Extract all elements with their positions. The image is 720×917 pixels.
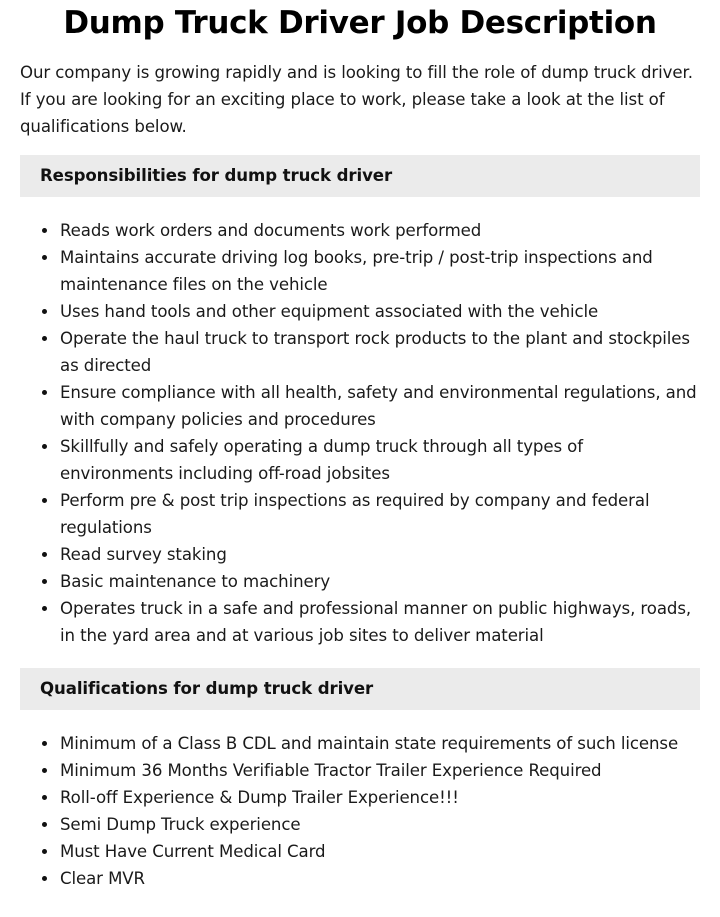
bullet-icon <box>42 579 47 584</box>
list-item <box>20 217 700 244</box>
qualifications-list <box>20 730 700 892</box>
bullet-icon <box>42 390 47 395</box>
bullet-icon <box>42 606 47 611</box>
list-item-text: Basic maintenance to machinery <box>60 572 331 591</box>
list-item <box>20 568 700 595</box>
list-item-text: Perform pre & post trip inspections as required by company and federal regulations <box>60 491 650 537</box>
list-item <box>20 325 700 379</box>
responsibilities-heading: Responsibilities for dump truck driver <box>20 155 700 197</box>
bullet-icon <box>42 309 47 314</box>
bullet-icon <box>42 255 47 260</box>
intro-paragraph: Our company is growing rapidly and is looking to fill the role of dump truck driver. If you are looking for an exciting place to work, please take a look at the list of qualifications below. <box>20 63 693 136</box>
list-item <box>20 541 700 568</box>
bullet-icon <box>42 552 47 557</box>
list-item-text: Read survey staking <box>60 545 227 564</box>
list-item-text: Minimum 36 Months Verifiable Tractor Trailer Experience Required <box>60 761 602 780</box>
list-item-text: Operate the haul truck to transport rock products to the plant and stockpiles as directed <box>60 329 690 375</box>
list-item <box>20 838 700 865</box>
list-item <box>20 730 700 757</box>
bullet-icon <box>42 741 47 746</box>
list-item-text: Clear MVR <box>60 869 145 888</box>
list-item <box>20 487 700 541</box>
list-item-text: Operates truck in a safe and professional manner on public highways, roads, in the yard area and at various job sites to deliver material <box>60 599 692 645</box>
bullet-icon <box>42 498 47 503</box>
list-item <box>20 865 700 892</box>
list-item-text: Reads work orders and documents work performed <box>60 221 482 240</box>
qualifications-heading: Qualifications for dump truck driver <box>20 668 700 710</box>
list-item-text: Roll-off Experience & Dump Trailer Experience!!! <box>60 788 459 807</box>
list-item-text: Minimum of a Class B CDL and maintain state requirements of such license <box>60 734 679 753</box>
list-item <box>20 595 700 649</box>
bullet-icon <box>42 822 47 827</box>
list-item-text: Skillfully and safely operating a dump truck through all types of environments including off-road jobsites <box>60 437 583 483</box>
list-item <box>20 379 700 433</box>
bullet-icon <box>42 849 47 854</box>
bullet-icon <box>42 768 47 773</box>
list-item <box>20 298 700 325</box>
list-item-text: Ensure compliance with all health, safety and environmental regulations, and with company policies and procedures <box>60 383 697 429</box>
responsibilities-list <box>20 217 700 649</box>
bullet-icon <box>42 795 47 800</box>
bullet-icon <box>42 336 47 341</box>
page-title: Dump Truck Driver Job Description <box>63 5 657 41</box>
list-item <box>20 757 700 784</box>
list-item <box>20 244 700 298</box>
list-item <box>20 433 700 487</box>
bullet-icon <box>42 228 47 233</box>
list-item-text: Must Have Current Medical Card <box>60 842 326 861</box>
list-item <box>20 784 700 811</box>
list-item-text: Maintains accurate driving log books, pre-trip / post-trip inspections and maintenance files on the vehicle <box>60 248 653 294</box>
list-item-text: Uses hand tools and other equipment associated with the vehicle <box>60 302 599 321</box>
bullet-icon <box>42 444 47 449</box>
list-item <box>20 811 700 838</box>
bullet-icon <box>42 876 47 881</box>
list-item-text: Semi Dump Truck experience <box>60 815 301 834</box>
